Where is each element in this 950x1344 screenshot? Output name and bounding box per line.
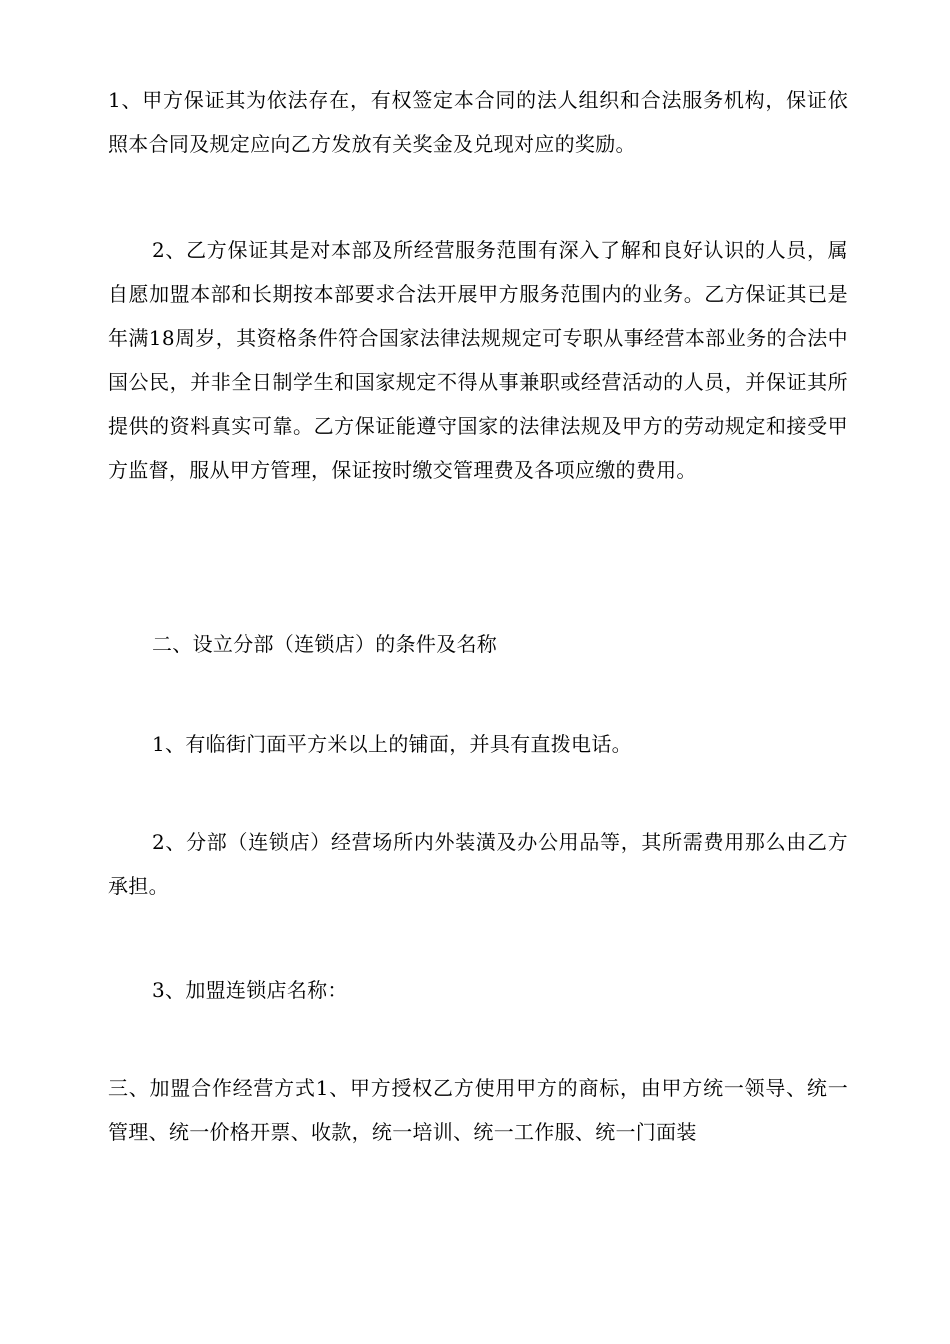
section-heading-branch-conditions: 二、设立分部（连锁店）的条件及名称 — [152, 632, 498, 656]
paragraph-storefront-condition: 1、有临街门面平方米以上的铺面，并具有直拨电话。 — [152, 732, 632, 756]
paragraph-party-a-guarantee: 1、甲方保证其为依法存在，有权签定本合同的法人组织和合法服务机构，保证依照本合同及规定应向乙方发放有关奖金及兑现对应的奖励。 — [108, 88, 848, 156]
paragraph-party-b-guarantee: 2、乙方保证其是对本部及所经营服务范围有深入了解和良好认识的人员，属自愿加盟本部和长期按本部要求合法开展甲方服务范围内的业务。乙方保证其已是年满18周岁，其资格条件符合国家法律法规规定可专职从事经营本部业务的合法中国公民，并非全日制学生和国家规定不得从事兼职或经营活动的人员，并保证其所提供的资料真实可靠。乙方保证能遵守国家的法律法规及甲方的劳动规定和接受甲方监督，服从甲方管理，保证按时缴交管理费及各项应缴的费用。 — [108, 238, 848, 482]
paragraph-decoration-costs: 2、分部（连锁店）经营场所内外装潢及办公用品等，其所需费用那么由乙方承担。 — [108, 830, 848, 898]
section-heading-cooperation-mode: 三、加盟合作经营方式1、甲方授权乙方使用甲方的商标，由甲方统一领导、统一管理、统一价格开票、收款，统一培训、统一工作服、统一门面装 — [108, 1076, 848, 1144]
paragraph-store-name: 3、加盟连锁店名称： — [152, 978, 348, 1002]
